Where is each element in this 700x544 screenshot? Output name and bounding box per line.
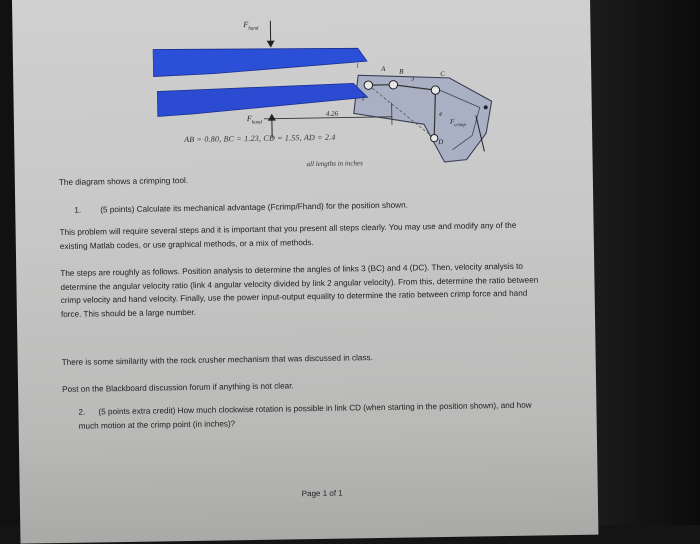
crimping-tool-diagram xyxy=(152,11,515,182)
pin-b xyxy=(389,80,398,89)
document-page xyxy=(12,0,598,544)
link-2-label: 2 xyxy=(362,96,365,102)
jaw-link xyxy=(353,73,492,163)
pin-c xyxy=(431,86,440,95)
pin-d xyxy=(431,134,438,141)
background-dark-surface xyxy=(585,0,700,525)
steps-paragraph: The steps are roughly as follows. Position analysis to determine the angles of links 3 (BC) and 4 (DC). Then, velocity analysis to determine the angular velocity ratio (link 4 angular velocity divided by link 2 angular velocity). From this, determine the ratio between crimp velocity and hand velocity. Finally, use the power input-output equality to determine the ratio between crimp force and hand force. This should be a large number. xyxy=(60,259,541,321)
point-b-label: B xyxy=(399,68,403,76)
f-hand-label-top: $F_{hand}$ xyxy=(243,20,258,32)
pin-a xyxy=(364,81,373,90)
question-1-number: 1. xyxy=(59,203,100,217)
instructions-paragraph: This problem will require several steps and it is important that you present all steps clearly. You may use and modify any of the existing Matlab codes, or use graphical methods, or a mix of methods. xyxy=(60,218,540,253)
f-hand-label-bottom: $F_{hand}$ xyxy=(247,114,262,126)
similarity-note: There is some similarity with the rock crusher mechanism that was discussed in class. xyxy=(62,351,373,369)
question-2-text: (5 points extra credit) How much clockwise rotation is possible in link CD (when starting in the position shown), and how much motion at the crimp point (in inches)? xyxy=(79,401,532,431)
question-2 xyxy=(78,398,548,432)
forum-note: Post on the Blackboard discussion forum if anything is not clear. xyxy=(62,379,294,396)
point-d-label: D xyxy=(438,138,443,146)
question-1-text: (5 points) Calculate its mechanical advantage (Fcrimp/Fhand) for the position shown. xyxy=(100,201,408,215)
link-dimensions: AB = 0.80, BC = 1.23, CD = 1.55, AD = 2.4 xyxy=(184,133,336,144)
intro-text: The diagram shows a crimping tool. xyxy=(59,174,188,190)
question-2-number: 2. xyxy=(78,405,98,419)
force-arrowhead-top xyxy=(267,41,275,48)
crimping-tool-figure xyxy=(152,11,515,182)
page-number: Page 1 of 1 xyxy=(302,487,343,501)
force-arrowhead-bottom xyxy=(268,114,276,121)
dim-value-label: 4.26 xyxy=(326,110,338,118)
link-1-label: 1 xyxy=(356,63,359,69)
link-3-label: 3 xyxy=(411,76,414,82)
point-c-label: C xyxy=(440,70,445,78)
point-a-label: A xyxy=(381,65,385,73)
link-4-label: 4 xyxy=(439,112,442,118)
upper-handle xyxy=(153,46,367,76)
f-crimp-label: $F_{crimp}$ xyxy=(450,118,466,129)
question-1 xyxy=(59,199,408,218)
units-note: all lengths in inches xyxy=(307,159,363,168)
